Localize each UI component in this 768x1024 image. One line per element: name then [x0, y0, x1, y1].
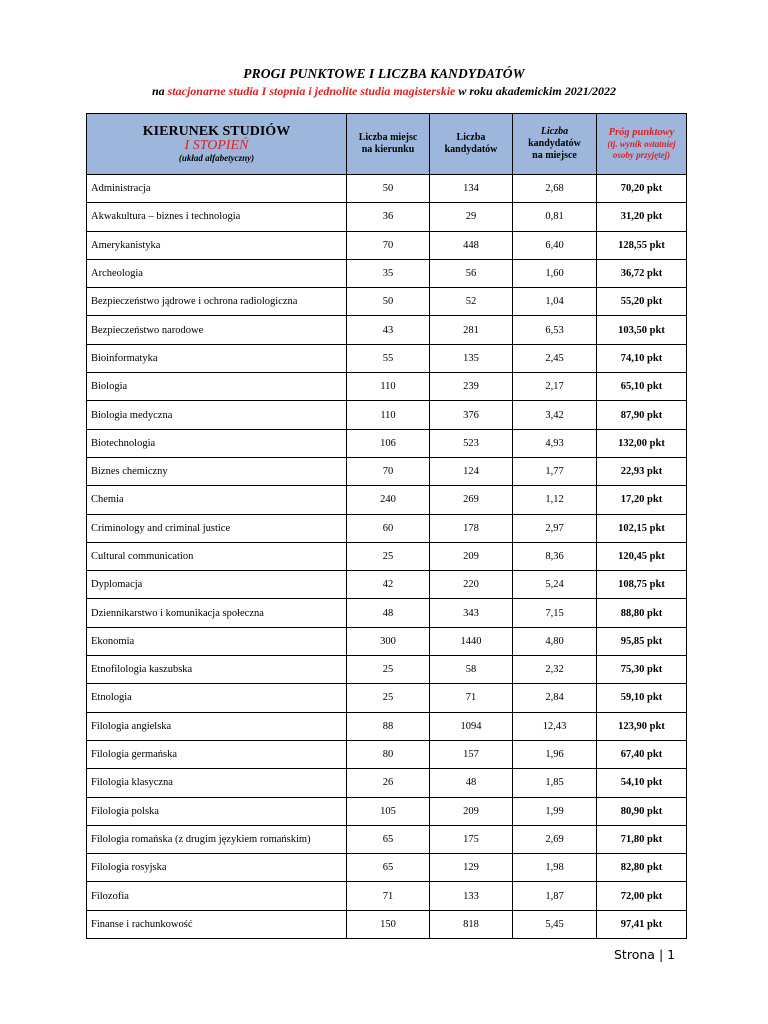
cell-threshold: 95,85 pkt	[597, 627, 687, 655]
cell-places: 35	[347, 259, 430, 287]
table-row	[87, 344, 687, 372]
subtitle-prefix: na	[151, 84, 168, 98]
table-row	[87, 514, 687, 542]
cell-candidates: 71	[430, 684, 513, 712]
cell-field-name: Biotechnologia	[87, 429, 347, 457]
subtitle-highlight: stacjonarne studia I stopnia i jednolite studia magisterskie	[167, 84, 456, 98]
places-header-line2: na kierunku	[361, 144, 415, 155]
cell-ratio: 2,69	[513, 825, 597, 853]
cell-field-name: Biologia medyczna	[87, 401, 347, 429]
cell-candidates: 48	[430, 769, 513, 797]
cell-places: 25	[347, 542, 430, 570]
cell-ratio: 1,85	[513, 769, 597, 797]
cell-places: 50	[347, 175, 430, 203]
cell-places: 106	[347, 429, 430, 457]
cell-ratio: 1,96	[513, 740, 597, 768]
cell-ratio: 4,80	[513, 627, 597, 655]
cell-field-name: Amerykanistyka	[87, 231, 347, 259]
cell-ratio: 1,98	[513, 854, 597, 882]
cell-threshold: 36,72 pkt	[597, 259, 687, 287]
cell-threshold: 17,20 pkt	[597, 486, 687, 514]
cell-ratio: 8,36	[513, 542, 597, 570]
field-header-note: (układ alfabetyczny)	[178, 153, 255, 163]
cell-ratio: 5,24	[513, 571, 597, 599]
cell-threshold: 88,80 pkt	[597, 599, 687, 627]
cell-field-name: Bezpieczeństwo narodowe	[87, 316, 347, 344]
cell-candidates: 56	[430, 259, 513, 287]
cell-ratio: 0,81	[513, 203, 597, 231]
cell-candidates: 135	[430, 344, 513, 372]
table-row	[87, 825, 687, 853]
cell-field-name: Dyplomacja	[87, 571, 347, 599]
cell-candidates: 175	[430, 825, 513, 853]
cell-threshold: 65,10 pkt	[597, 373, 687, 401]
cell-threshold: 59,10 pkt	[597, 684, 687, 712]
table-row	[87, 373, 687, 401]
cell-places: 60	[347, 514, 430, 542]
cell-threshold: 123,90 pkt	[597, 712, 687, 740]
cell-threshold: 120,45 pkt	[597, 542, 687, 570]
cell-threshold: 71,80 pkt	[597, 825, 687, 853]
table-row	[87, 797, 687, 825]
cell-places: 36	[347, 203, 430, 231]
table-row	[87, 175, 687, 203]
page-separator: |	[658, 947, 664, 962]
cell-threshold: 31,20 pkt	[597, 203, 687, 231]
cell-field-name: Dziennikarstwo i komunikacja społeczna	[87, 599, 347, 627]
cell-places: 70	[347, 231, 430, 259]
cell-threshold: 102,15 pkt	[597, 514, 687, 542]
cell-candidates: 129	[430, 854, 513, 882]
col-header-threshold	[597, 114, 687, 175]
cell-places: 88	[347, 712, 430, 740]
cell-candidates: 523	[430, 429, 513, 457]
cell-threshold: 74,10 pkt	[597, 344, 687, 372]
table-row	[87, 486, 687, 514]
cell-places: 80	[347, 740, 430, 768]
cell-candidates: 343	[430, 599, 513, 627]
ratio-header-line2: kandydatów	[528, 138, 581, 149]
cell-ratio: 6,53	[513, 316, 597, 344]
cell-candidates: 134	[430, 175, 513, 203]
table-row	[87, 684, 687, 712]
cell-threshold: 87,90 pkt	[597, 401, 687, 429]
cell-field-name: Filologia polska	[87, 797, 347, 825]
cell-field-name: Administracja	[87, 175, 347, 203]
cell-candidates: 209	[430, 797, 513, 825]
table-row	[87, 571, 687, 599]
cell-field-name: Criminology and criminal justice	[87, 514, 347, 542]
cell-places: 42	[347, 571, 430, 599]
cell-field-name: Etnologia	[87, 684, 347, 712]
cell-places: 71	[347, 882, 430, 910]
document-title: PROGI PUNKTOWE I LICZBA KANDYDATÓW	[243, 66, 525, 81]
cell-field-name: Filologia romańska (z drugim językiem romańskim)	[87, 825, 347, 853]
col-header-ratio	[513, 114, 597, 175]
cell-ratio: 2,32	[513, 656, 597, 684]
cell-ratio: 12,43	[513, 712, 597, 740]
cell-field-name: Cultural communication	[87, 542, 347, 570]
cell-ratio: 2,17	[513, 373, 597, 401]
cell-field-name: Finanse i rachunkowość	[87, 910, 347, 938]
table-row	[87, 316, 687, 344]
cell-field-name: Biologia	[87, 373, 347, 401]
ratio-header-line1: Liczba	[540, 126, 569, 137]
cell-threshold: 80,90 pkt	[597, 797, 687, 825]
cell-places: 26	[347, 769, 430, 797]
document-subtitle	[0, 84, 768, 99]
cell-ratio: 1,60	[513, 259, 597, 287]
cell-field-name: Etnofilologia kaszubska	[87, 656, 347, 684]
cell-candidates: 1440	[430, 627, 513, 655]
cell-candidates: 157	[430, 740, 513, 768]
cell-places: 25	[347, 684, 430, 712]
cell-threshold: 82,80 pkt	[597, 854, 687, 882]
page-number: 1	[667, 947, 676, 962]
table-row	[87, 740, 687, 768]
cell-threshold: 128,55 pkt	[597, 231, 687, 259]
cell-ratio: 1,87	[513, 882, 597, 910]
cell-places: 50	[347, 288, 430, 316]
table-row	[87, 599, 687, 627]
cell-candidates: 448	[430, 231, 513, 259]
field-header-level: I STOPIEŃ	[184, 138, 249, 153]
cell-places: 240	[347, 486, 430, 514]
cell-field-name: Filologia germańska	[87, 740, 347, 768]
cell-candidates: 209	[430, 542, 513, 570]
cell-field-name: Bioinformatyka	[87, 344, 347, 372]
table-row	[87, 288, 687, 316]
cell-ratio: 5,45	[513, 910, 597, 938]
cell-ratio: 2,68	[513, 175, 597, 203]
table-row	[87, 910, 687, 938]
cell-places: 48	[347, 599, 430, 627]
cell-threshold: 103,50 pkt	[597, 316, 687, 344]
cell-candidates: 124	[430, 457, 513, 485]
table-row	[87, 401, 687, 429]
ratio-header-line3: na miejsce	[532, 150, 577, 161]
candidates-header-line1: Liczba	[456, 132, 486, 143]
cell-candidates: 239	[430, 373, 513, 401]
cell-candidates: 133	[430, 882, 513, 910]
cell-field-name: Filologia rosyjska	[87, 854, 347, 882]
cell-threshold: 70,20 pkt	[597, 175, 687, 203]
table-row	[87, 203, 687, 231]
cell-threshold: 72,00 pkt	[597, 882, 687, 910]
table-row	[87, 712, 687, 740]
cell-ratio: 6,40	[513, 231, 597, 259]
candidates-header-line2: kandydatów	[444, 144, 498, 155]
thresholds-table	[86, 113, 687, 939]
table-row	[87, 882, 687, 910]
cell-field-name: Biznes chemiczny	[87, 457, 347, 485]
table-row	[87, 457, 687, 485]
threshold-header-note-line1: (tj. wynik ostatniej	[607, 139, 676, 149]
table-row	[87, 429, 687, 457]
cell-places: 105	[347, 797, 430, 825]
cell-threshold: 55,20 pkt	[597, 288, 687, 316]
page-footer	[614, 947, 675, 962]
table-body	[87, 175, 687, 939]
cell-places: 150	[347, 910, 430, 938]
cell-threshold: 132,00 pkt	[597, 429, 687, 457]
cell-field-name: Ekonomia	[87, 627, 347, 655]
cell-places: 55	[347, 344, 430, 372]
cell-ratio: 1,99	[513, 797, 597, 825]
cell-places: 25	[347, 656, 430, 684]
table-row	[87, 656, 687, 684]
col-header-places	[347, 114, 430, 175]
cell-candidates: 220	[430, 571, 513, 599]
cell-ratio: 7,15	[513, 599, 597, 627]
col-header-field	[87, 114, 347, 175]
field-header-main: KIERUNEK STUDIÓW	[142, 124, 291, 139]
cell-places: 65	[347, 854, 430, 882]
cell-places: 110	[347, 373, 430, 401]
cell-places: 110	[347, 401, 430, 429]
page-label: Strona	[614, 947, 655, 962]
cell-places: 300	[347, 627, 430, 655]
cell-candidates: 1094	[430, 712, 513, 740]
cell-ratio: 1,04	[513, 288, 597, 316]
cell-ratio: 3,42	[513, 401, 597, 429]
cell-ratio: 2,97	[513, 514, 597, 542]
cell-threshold: 54,10 pkt	[597, 769, 687, 797]
cell-threshold: 97,41 pkt	[597, 910, 687, 938]
cell-places: 70	[347, 457, 430, 485]
col-header-candidates	[430, 114, 513, 175]
cell-field-name: Filologia angielska	[87, 712, 347, 740]
threshold-header-title: Próg punktowy	[608, 127, 675, 138]
cell-field-name: Filologia klasyczna	[87, 769, 347, 797]
cell-threshold: 67,40 pkt	[597, 740, 687, 768]
cell-field-name: Chemia	[87, 486, 347, 514]
places-header-line1: Liczba miejsc	[358, 132, 418, 143]
cell-ratio: 1,12	[513, 486, 597, 514]
table-header-row	[87, 114, 687, 175]
subtitle-suffix: w roku akademickim 2021/2022	[455, 84, 617, 98]
cell-candidates: 269	[430, 486, 513, 514]
table-row	[87, 542, 687, 570]
cell-candidates: 58	[430, 656, 513, 684]
cell-places: 65	[347, 825, 430, 853]
table-row	[87, 627, 687, 655]
cell-candidates: 376	[430, 401, 513, 429]
cell-candidates: 281	[430, 316, 513, 344]
table-row	[87, 259, 687, 287]
cell-field-name: Filozofia	[87, 882, 347, 910]
cell-candidates: 818	[430, 910, 513, 938]
cell-candidates: 29	[430, 203, 513, 231]
cell-candidates: 178	[430, 514, 513, 542]
table-row	[87, 854, 687, 882]
cell-field-name: Bezpieczeństwo jądrowe i ochrona radiologiczna	[87, 288, 347, 316]
cell-candidates: 52	[430, 288, 513, 316]
threshold-header-note-line2: osoby przyjętej)	[612, 150, 671, 160]
cell-threshold: 108,75 pkt	[597, 571, 687, 599]
cell-threshold: 22,93 pkt	[597, 457, 687, 485]
cell-ratio: 1,77	[513, 457, 597, 485]
cell-places: 43	[347, 316, 430, 344]
cell-ratio: 2,45	[513, 344, 597, 372]
cell-ratio: 4,93	[513, 429, 597, 457]
cell-field-name: Archeologia	[87, 259, 347, 287]
cell-threshold: 75,30 pkt	[597, 656, 687, 684]
table-row	[87, 231, 687, 259]
cell-ratio: 2,84	[513, 684, 597, 712]
cell-field-name: Akwakultura – biznes i technologia	[87, 203, 347, 231]
table-row	[87, 769, 687, 797]
